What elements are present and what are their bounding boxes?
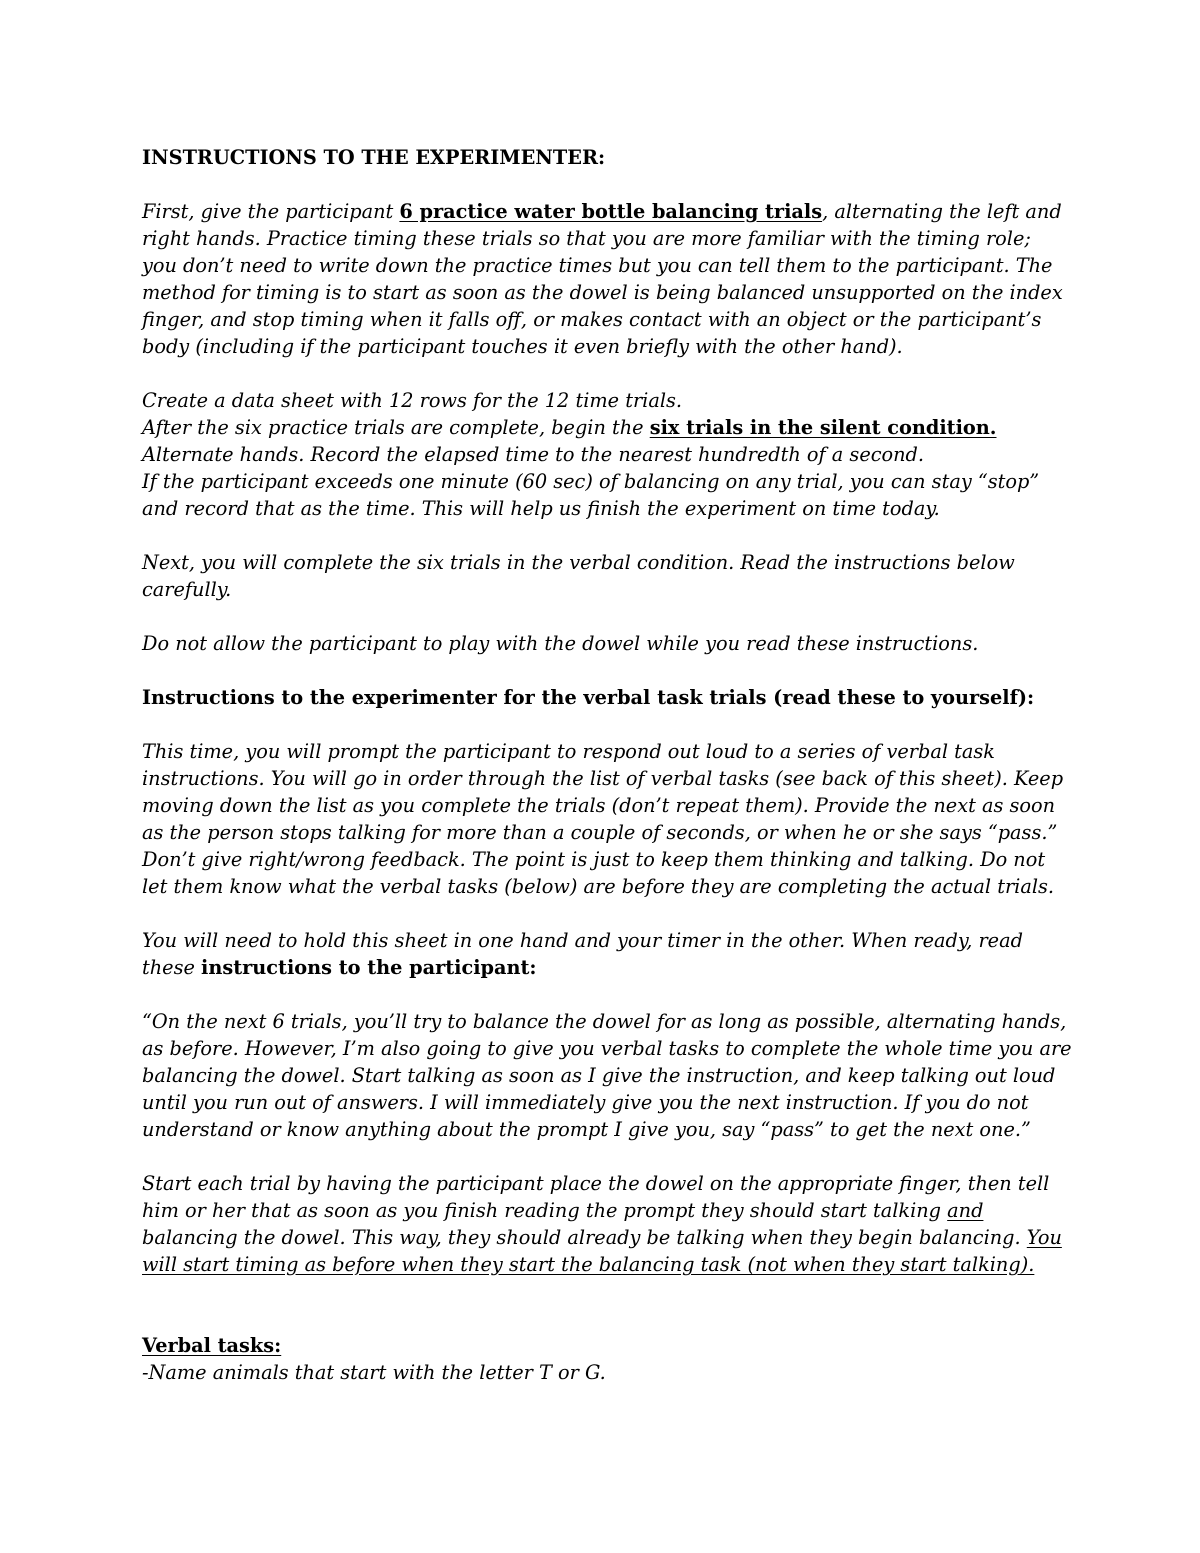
text-span: these (142, 956, 202, 979)
and-emphasis: and (947, 1199, 984, 1222)
text-line: right hands. Practice timing these trials so that you are more familiar with the timing role; (142, 227, 1031, 250)
paragraph-verbal-task-procedure (142, 738, 1062, 900)
text-line: Don’t give right/wrong feedback. The point is just to keep them thinking and talking. Do not (142, 848, 1046, 871)
participant-script-quote (142, 1008, 1072, 1143)
text-line: moving down the list as you complete the trials (don’t repeat them). Provide the next as soon (142, 794, 1056, 817)
text-line: and record that as the time. This will help us finish the experiment on time today. (142, 497, 940, 520)
timing-note-start: You (1026, 1226, 1062, 1249)
paragraph-silent-condition (142, 387, 1062, 522)
text-line: You will need to hold this sheet in one hand and your timer in the other. When ready, read (142, 929, 1023, 952)
text-line: instructions. You will go in order through the list of verbal tasks (see back of this sheet). Keep (142, 767, 1064, 790)
text-line: If the participant exceeds one minute (60 sec) of balancing on any trial, you can stay “stop” (142, 470, 1040, 493)
paragraph-verbal-condition-intro (142, 549, 1062, 603)
text-line: finger, and stop timing when it falls off, or makes contact with an object or the participant’s (142, 308, 1042, 331)
text-line: This time, you will prompt the participant to respond out loud to a series of verbal task (142, 740, 995, 763)
verbal-task-item: -Name animals that start with the letter T or G. (142, 1361, 606, 1384)
text-line: “On the next 6 trials, you’ll try to balance the dowel for as long as possible, alternating hands, (142, 1010, 1067, 1033)
text-line: balancing the dowel. Start talking as soon as I give the instruction, and keep talking out loud (142, 1064, 1056, 1087)
text-line: Alternate hands. Record the elapsed time to the nearest hundredth of a second. (142, 443, 925, 466)
text-line: as before. However, I’m also going to give you verbal tasks to complete the whole time you are (142, 1037, 1072, 1060)
verbal-tasks-heading: Verbal tasks: (142, 1334, 282, 1357)
timing-note-continued: will start timing as before when they start the balancing task (not when they start talking). (142, 1253, 1035, 1276)
text-line: until you run out of answers. I will immediately give you the next instruction. If you do not (142, 1091, 1029, 1114)
text-span: , alternating the left and (822, 200, 1062, 223)
text-line: Next, you will complete the six trials in the verbal condition. Read the instructions below (142, 551, 1015, 574)
text-line: as the person stops talking for more than a couple of seconds, or when he or she says “pass.” (142, 821, 1058, 844)
text-line: Start each trial by having the participant place the dowel on the appropriate finger, then tell (142, 1172, 1050, 1195)
text-line: understand or know anything about the prompt I give you, say “pass” to get the next one.” (142, 1118, 1031, 1141)
text-line: you don’t need to write down the practice times but you can tell them to the participant. The (142, 254, 1053, 277)
paragraph-trial-start (142, 1170, 1062, 1278)
text-line: method for timing is to start as soon as the dowel is being balanced unsupported on the index (142, 281, 1063, 304)
text-span: balancing the dowel. This way, they should already be talking when they begin balancing. (142, 1226, 1027, 1249)
document-heading: INSTRUCTIONS TO THE EXPERIMENTER: (142, 146, 606, 169)
text-line: let them know what the verbal tasks (below) are before they are completing the actual trials. (142, 875, 1055, 898)
verbal-instructions-subheading: Instructions to the experimenter for the verbal task trials (read these to yourself): (142, 686, 1035, 709)
text-line: carefully. (142, 578, 232, 601)
paragraph-practice-trials (142, 198, 1062, 360)
text-span: After the six practice trials are complete, begin the (142, 416, 650, 439)
silent-condition-emphasis: six trials in the silent condition. (649, 416, 997, 439)
document-body (142, 144, 1072, 1386)
text-line: Create a data sheet with 12 rows for the 12 time trials. (142, 389, 683, 412)
text-span: him or her that as soon as you finish reading the prompt they should start talking (142, 1199, 948, 1222)
practice-trials-emphasis: 6 practice water bottle balancing trials (399, 200, 823, 223)
text-line: body (including if the participant touches it even briefly with the other hand). (142, 335, 903, 358)
text-span: First, give the participant (142, 200, 400, 223)
participant-instructions-label: instructions to the participant: (201, 956, 537, 979)
paragraph-dowel-warning: Do not allow the participant to play with the dowel while you read these instructions. (142, 632, 979, 655)
paragraph-read-instructions (142, 927, 1062, 981)
